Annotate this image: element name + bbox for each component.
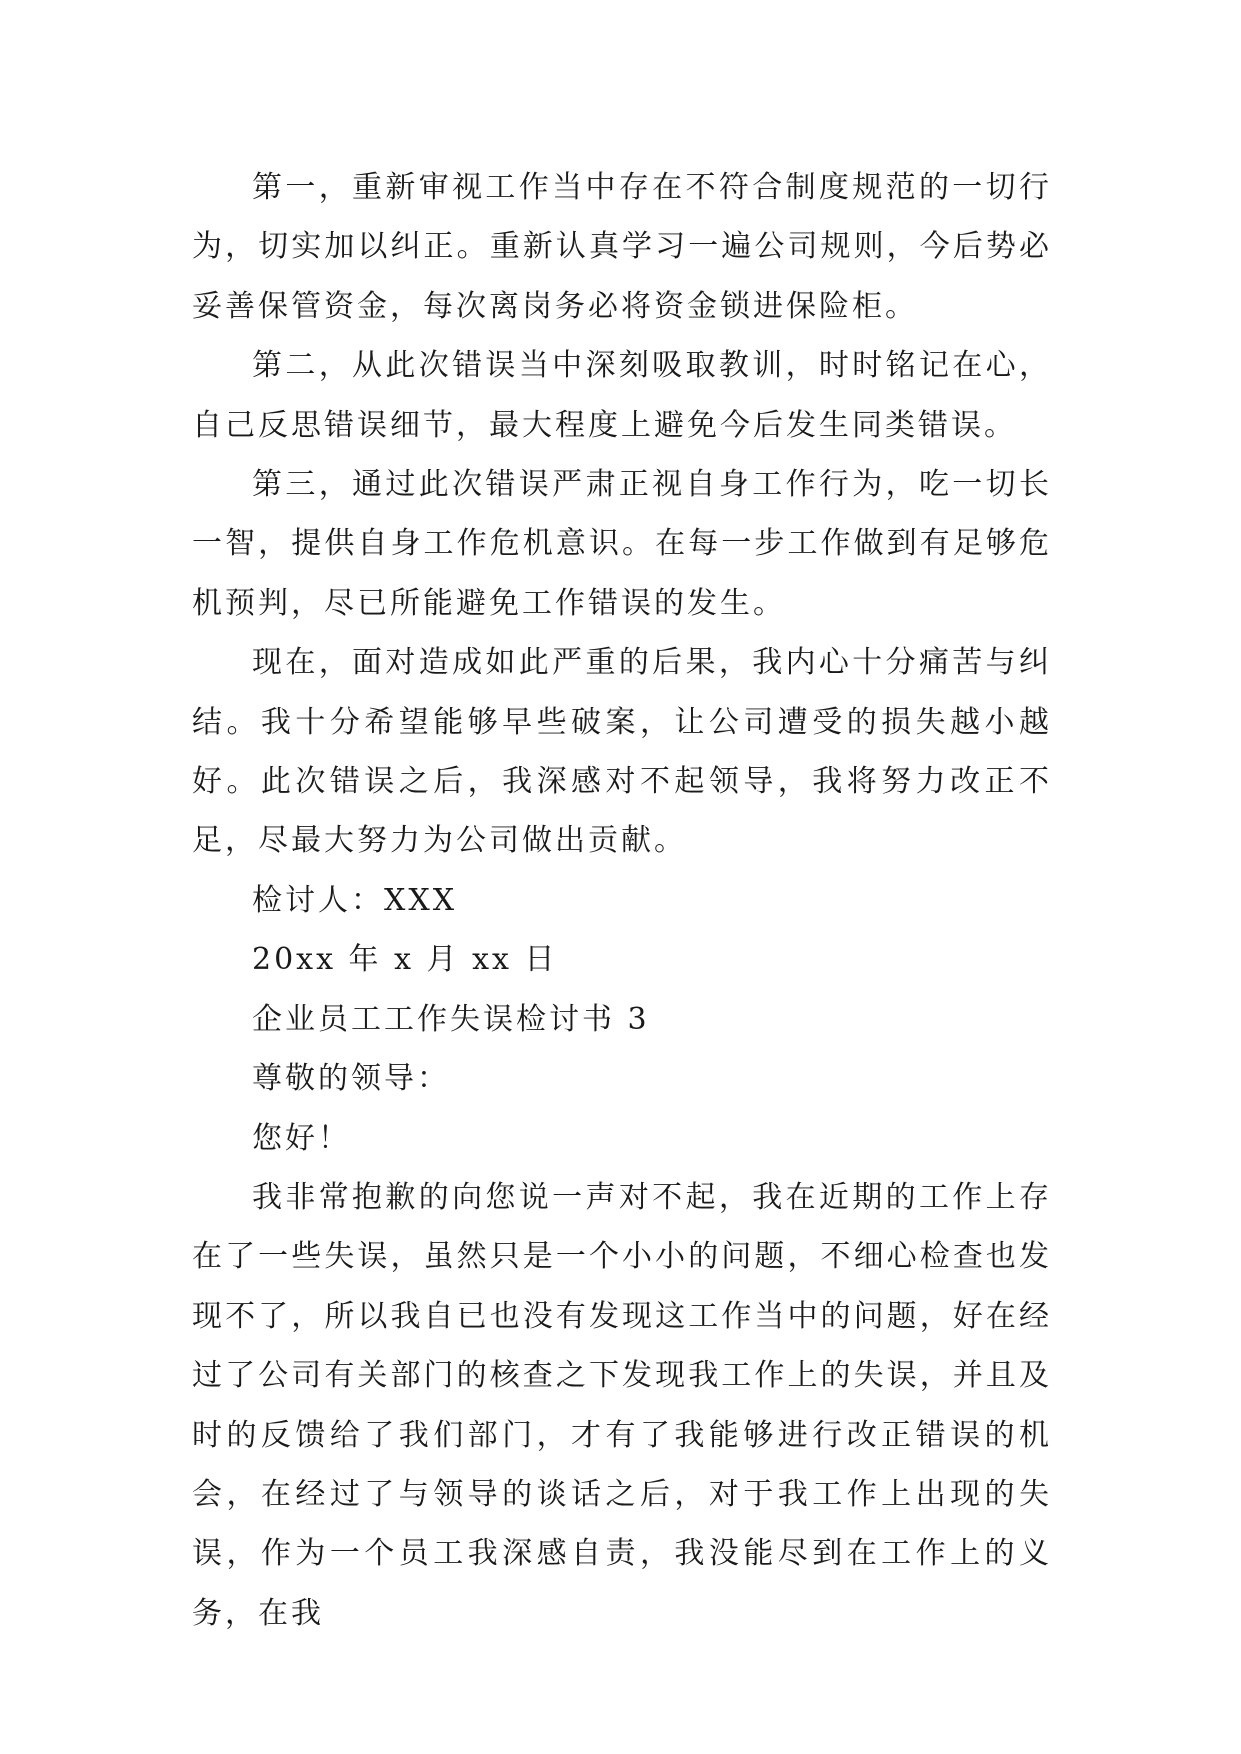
document-body [192,158,1052,1643]
paragraph-point-one: 第一，重新审视工作当中存在不符合制度规范的一切行为，切实加以纠正。重新认真学习一遍公司规则，今后势必妥善保管资金，每次离岗务必将资金锁进保险柜。 [192,170,1052,324]
greeting: 您好！ [252,1120,351,1156]
salutation: 尊敬的领导： [252,1061,450,1097]
paragraph-conclusion: 现在，面对造成如此严重的后果，我内心十分痛苦与纠结。我十分希望能够早些破案，让公司遭受的损失越小越好。此次错误之后，我深感对不起领导，我将努力改正不足，尽最大努力为公司做出贡献。 [192,645,1052,859]
paragraph-apology: 我非常抱歉的向您说一声对不起，我在近期的工作上存在了一些失误，虽然只是一个小小的问题，不细心检查也发现不了，所以我自已也没有发现这工作当中的问题，好在经过了公司有关部门的核查之下发现我工作上的失误，并且及时的反馈给了我们部门，才有了我能够进行改正错误的机会，在经过了与领导的谈话之后，对于我工作上出现的失误，作为一个员工我深感自责，我没能尽到在工作上的义务，在我 [192,1179,1052,1631]
date-line: 20xx 年 x 月 xx 日 [252,942,558,978]
section-title: 企业员工工作失误检讨书 3 [252,1001,650,1037]
signature-line: 检讨人：XXX [252,882,458,918]
paragraph-point-two: 第二，从此次错误当中深刻吸取教训，时时铭记在心，自己反思错误细节，最大程度上避免今后发生同类错误。 [192,348,1052,443]
paragraph-point-three: 第三，通过此次错误严肃正视自身工作行为，吃一切长一智，提供自身工作危机意识。在每一步工作做到有足够危机预判，尽已所能避免工作错误的发生。 [192,467,1052,621]
